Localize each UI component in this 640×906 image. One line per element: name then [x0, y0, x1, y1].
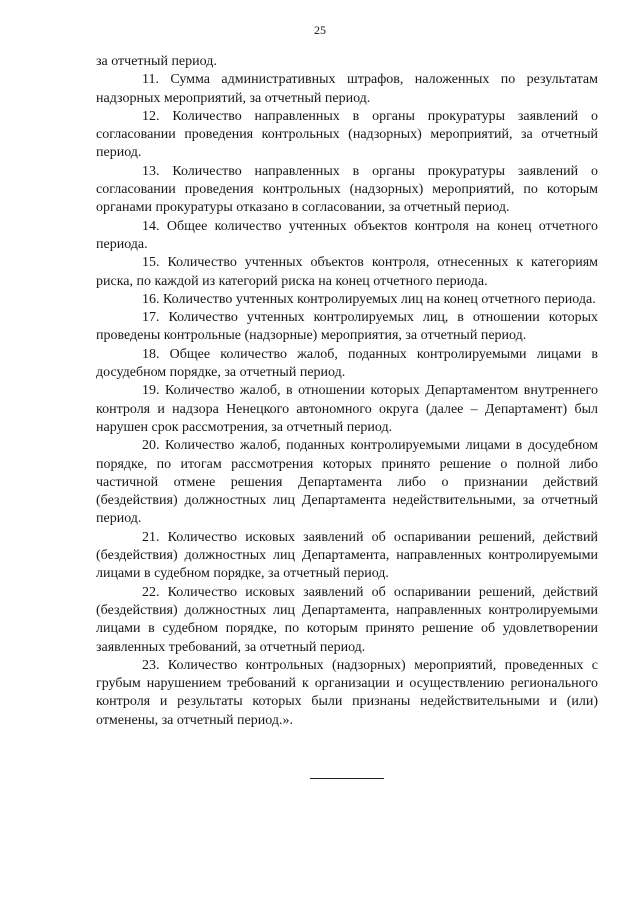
list-item-20: 20. Количество жалоб, поданных контролируемыми лицами в досудебном порядке, по итогам рассмотрения которых принято решение о полной либо частичной отмене решения Департамента либо о признании действий (бездействия) должностных лиц Департамента недействительными, за отчетный период. [96, 438, 598, 527]
list-item-14: 14. Общее количество учтенных объектов контроля на конец отчетного периода. [96, 218, 598, 252]
list-item-19: 19. Количество жалоб, в отношении которых Департаментом внутреннего контроля и надзора Ненецкого автономного округа (далее – Департамент) был нарушен срок рассмотрения, за отчетный период. [96, 383, 598, 435]
list-item-16: 16. Количество учтенных контролируемых лиц на конец отчетного периода. [142, 291, 596, 307]
list-item-21: 21. Количество исковых заявлений об оспаривании решений, действий (бездействия) должностных лиц Департамента, направленных контролируемыми лицами в судебном порядке, за отчетный период. [96, 529, 598, 582]
list-item-13: 13. Количество направленных в органы прокуратуры заявлений о согласовании проведения контрольных (надзорных) мероприятий, по которым органами прокуратуры отказано в согласовании, за отчетный период. [96, 163, 598, 216]
list-item-12: 12. Количество направленных в органы прокуратуры заявлений о согласовании проведения контрольных (надзорных) мероприятий, за отчетный период. [96, 108, 598, 161]
page-number: 25 [314, 23, 326, 37]
list-item-23: 23. Количество контрольных (надзорных) мероприятий, проведенных с грубым нарушением требований к организации и осуществлению регионального контроля и результаты которых были признаны недействительными и (или) отменены, за отчетный период.». [96, 657, 598, 728]
list-item-18: 18. Общее количество жалоб, поданных контролируемыми лицами в досудебном порядке, за отчетный период. [96, 346, 598, 381]
list-item-11: 11. Сумма административных штрафов, наложенных по результатам надзорных мероприятий, за отчетный период. [96, 72, 598, 106]
list-item-17: 17. Количество учтенных контролируемых лиц, в отношении которых проведены контрольные (надзорные) мероприятия, за отчетный период. [96, 310, 598, 344]
list-item-22: 22. Количество исковых заявлений об оспаривании решений, действий (бездействия) должностных лиц Департамента, направленных контролируемыми лицами в судебном порядке, по которым принято решение об удовлетворении заявленных требований, за отчетный период. [96, 584, 598, 655]
closing-divider [310, 778, 384, 779]
document-body [96, 53, 598, 730]
list-item-15: 15. Количество учтенных объектов контроля, отнесенных к категориям риска, по каждой из категорий риска на конец отчетного периода. [96, 255, 598, 289]
continuation-line: за отчетный период. [96, 54, 217, 69]
